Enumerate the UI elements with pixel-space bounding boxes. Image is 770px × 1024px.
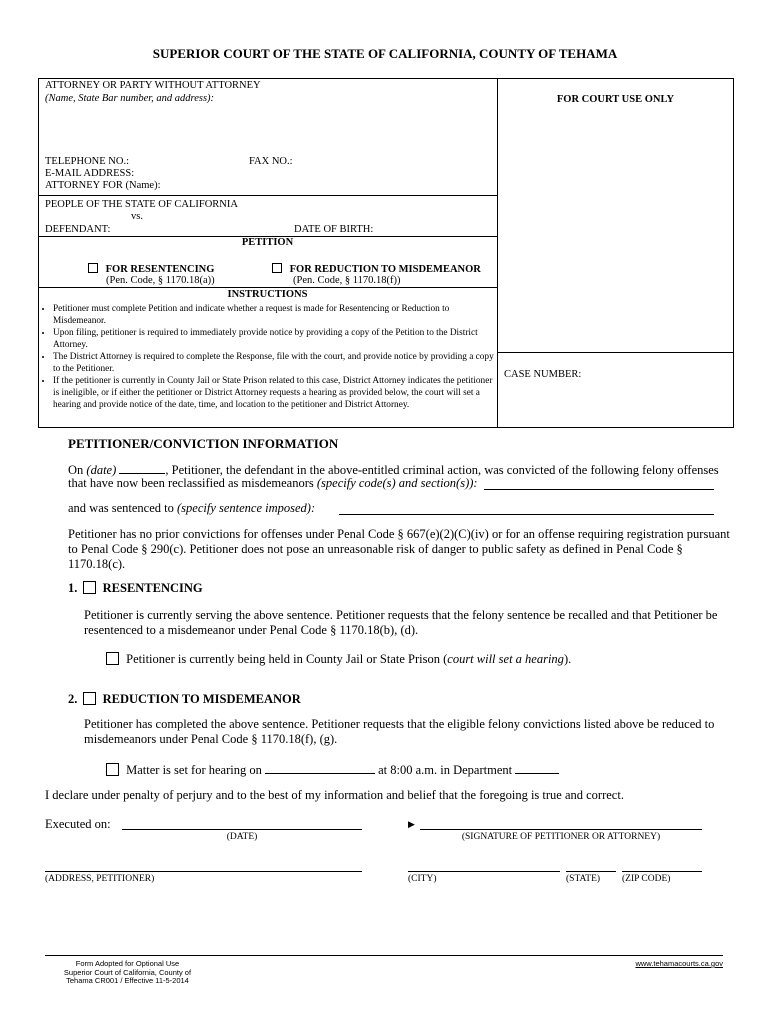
conviction-date-field[interactable]: [119, 462, 165, 474]
instruction-item: • Upon filing, petitioner is required to immediately provide notice by providing a copy of the Petition to the District Attorney.: [53, 327, 495, 351]
instruction-item: • The District Attorney is required to complete the Response, file with the court, and provide notice by providing a copy to the Petitioner.: [53, 351, 495, 375]
instructions-heading: INSTRUCTIONS: [227, 289, 308, 300]
instructions-list: [37, 303, 495, 411]
reduction-option-label: FOR REDUCTION TO MISDEMEANOR: [289, 264, 481, 275]
offenses-field[interactable]: [484, 489, 714, 490]
hearing-checkbox[interactable]: [106, 763, 119, 776]
zip-label: (ZIP CODE): [622, 874, 671, 884]
row-divider-case: [497, 352, 734, 353]
section-1-header: 1. RESENTENCING: [68, 581, 203, 595]
telephone-label: TELEPHONE NO.:: [45, 156, 129, 167]
petition-heading: PETITION: [241, 237, 294, 248]
city-field[interactable]: [408, 871, 560, 872]
section-2-header: 2. REDUCTION TO MISDEMEANOR: [68, 692, 301, 706]
reduction-checkbox[interactable]: [272, 263, 282, 273]
state-label: (STATE): [566, 874, 601, 884]
section-2-body: Petitioner has completed the above sentence. Petitioner requests that the eligible felony convictions listed above be reduced to misdemeanors under Penal Code § 1170.18(f), (g).: [84, 717, 715, 746]
sentence-line: and was sentenced to (specify sentence imposed):: [68, 501, 316, 515]
date-hint: (date): [86, 463, 117, 477]
conviction-heading: PETITIONER/CONVICTION INFORMATION: [68, 436, 339, 451]
court-website-link[interactable]: www.tehamacourts.ca.gov: [635, 959, 723, 968]
footer-rule: [45, 955, 723, 956]
hearing-date-field[interactable]: [265, 762, 375, 774]
attorney-for-label: ATTORNEY FOR (Name):: [45, 180, 161, 191]
attorney-hint: (Name, State Bar number, and address):: [45, 92, 215, 104]
resentencing-option-label: FOR RESENTENCING: [105, 264, 215, 275]
conviction-line-2: that have now been reclassified as misdemeanors (specify code(s) and section(s)):: [68, 476, 478, 490]
instruction-item: • Petitioner must complete Petition and indicate whether a request is made for Resentencing or Reduction to Misdemeanor.: [53, 303, 495, 327]
city-label: (CITY): [408, 874, 437, 884]
declaration: I declare under penalty of perjury and to the best of my information and belief that the foregoing is true and correct.: [45, 788, 624, 802]
defendant-label: DEFENDANT:: [45, 224, 111, 235]
no-priors-statement: Petitioner has no prior convictions for offenses under Penal Code § 667(e)(2)(C)(iv) or for an offense requiring registration pursuant to Penal Code § 290(c). Petitioner does not pose an unreasonable risk of danger to public safety as defined in Penal Code § 1170.18(c).: [68, 527, 730, 571]
people-label: PEOPLE OF THE STATE OF CALIFORNIA: [45, 199, 238, 210]
instruction-item: • If the petitioner is currently in County Jail or State Prison related to this case, District Attorney indicates the petitioner is ineligible, or if either the petitioner or District Attorney requests a hearing as provided below, the court will set a hearing and provide notice of the date, time, and location to the petitioner and District Attorney.: [53, 375, 495, 411]
resentencing-section-checkbox[interactable]: [83, 581, 96, 594]
section-2-heading: REDUCTION TO MISDEMEANOR: [102, 692, 301, 706]
signature-arrow-icon: ▶: [408, 819, 415, 829]
court-use-only: FOR COURT USE ONLY: [556, 94, 675, 105]
case-number-label: CASE NUMBER:: [504, 369, 582, 380]
signature-field[interactable]: [420, 829, 702, 830]
executed-on-label: Executed on:: [45, 817, 111, 831]
address-field[interactable]: [45, 871, 362, 872]
form-adoption-note: Form Adopted for Optional Use Superior Court of California, County of Tehama CR001 / Effective 11-5-2014: [63, 959, 192, 985]
dob-label: DATE OF BIRTH:: [294, 224, 374, 235]
signature-label: (SIGNATURE OF PETITIONER OR ATTORNEY): [461, 832, 661, 842]
date-label: (DATE): [226, 832, 258, 842]
reduction-code: (Pen. Code, § 1170.18(f)): [293, 275, 401, 286]
row-divider-attorney: [38, 195, 497, 196]
fax-label: FAX NO.:: [249, 156, 293, 167]
resentencing-code: (Pen. Code, § 1170.18(a)): [106, 275, 215, 286]
hearing-line: Matter is set for hearing on at 8:00 a.m. in Department: [106, 762, 559, 778]
resentencing-checkbox[interactable]: [88, 263, 98, 273]
sentence-field[interactable]: [339, 514, 714, 515]
date-field[interactable]: [122, 829, 362, 830]
department-field[interactable]: [515, 762, 559, 774]
address-label: (ADDRESS, PETITIONER): [45, 874, 155, 884]
state-field[interactable]: [566, 871, 616, 872]
county-jail-option[interactable]: Petitioner is currently being held in County Jail or State Prison (court will set a hearing).: [106, 652, 571, 667]
court-title: SUPERIOR COURT OF THE STATE OF CALIFORNIA, COUNTY OF TEHAMA: [152, 46, 618, 61]
county-jail-checkbox[interactable]: [106, 652, 119, 665]
email-label: E-MAIL ADDRESS:: [45, 168, 135, 179]
caption-divider: [497, 78, 498, 428]
zip-field[interactable]: [622, 871, 702, 872]
vs-label: vs.: [131, 211, 143, 222]
section-1-body: Petitioner is currently serving the above sentence. Petitioner requests that the felony sentence be recalled and that Petitioner be resentenced to a misdemeanor under Penal Code § 1170.18(b), (d).: [84, 608, 718, 637]
conviction-line-1: On (date) , Petitioner, the defendant in the above-entitled criminal action, was convicted of the following felony offenses: [68, 463, 719, 477]
section-1-heading: RESENTENCING: [102, 581, 203, 595]
attorney-label: ATTORNEY OR PARTY WITHOUT ATTORNEY: [45, 80, 261, 91]
reduction-section-checkbox[interactable]: [83, 692, 96, 705]
